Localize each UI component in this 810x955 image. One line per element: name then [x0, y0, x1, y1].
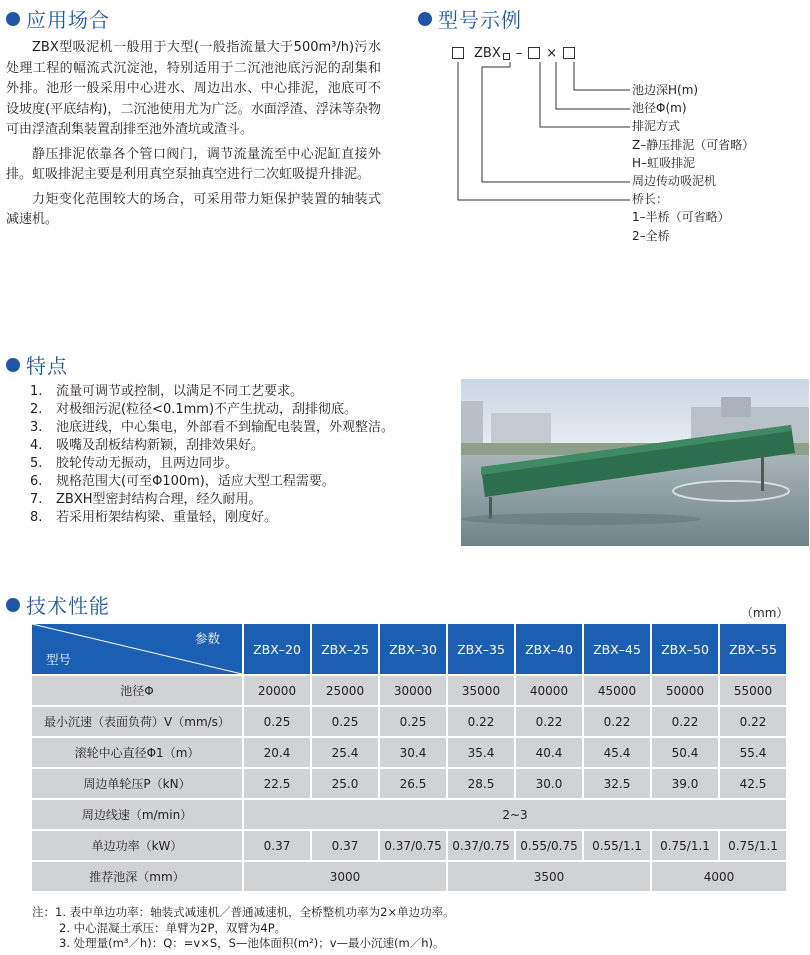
row-label: 滚轮中心直径Φ1（m）: [32, 738, 242, 767]
table-cell-merged: 4000: [652, 862, 786, 891]
table-row: [32, 769, 786, 798]
table-cell: 50000: [652, 676, 718, 705]
model-times: ×: [546, 45, 558, 61]
table-cell: 0.22: [720, 707, 786, 736]
table-cell: 0.55/1.1: [584, 831, 650, 860]
feature-item: 6. 规格范围大(可至Φ100m)，适应大型工程需要。: [30, 474, 335, 489]
table-cell-merged: 2~3: [244, 800, 786, 829]
table-cell: 25.4: [312, 738, 378, 767]
table-cell: 30.0: [516, 769, 582, 798]
legend-item: 桥长：: [632, 192, 669, 207]
legend-item: 池径Φ(m): [632, 101, 687, 116]
unit-label: （mm）: [741, 606, 789, 620]
row-label: 池径Φ: [32, 676, 242, 705]
section-heading-features: [6, 350, 68, 379]
model-header: ZBX–50: [652, 624, 718, 674]
table-notes: [32, 905, 455, 952]
application-paragraph: ZBX型吸泥机一般用于大型(一般指流量大于500m³/h)污水处理工程的幅流式沉淀池，特别适用于二沉池池底污泥的刮集和外排。池形一般采用中心进水、周边出水、中心排泥，池底可不设坡度(平底结构)，二沉池使用尤为广泛。水面浮渣、浮沫等杂物可由浮渣刮集装置刮排至池外渣坑或渣斗。: [6, 40, 381, 137]
model-header: ZBX–55: [720, 624, 786, 674]
table-cell: 25.0: [312, 769, 378, 798]
table-cell: 55.4: [720, 738, 786, 767]
table-cell: 0.37/0.75: [380, 831, 446, 860]
table-cell: 35.4: [448, 738, 514, 767]
leader-line-h: [574, 62, 630, 90]
table-row: [32, 676, 786, 705]
table-row: [32, 800, 786, 829]
model-legend: [632, 81, 807, 245]
model-header: ZBX–25: [312, 624, 378, 674]
table-cell: 45.4: [584, 738, 650, 767]
table-cell: 0.22: [516, 707, 582, 736]
table-cell: 0.37: [312, 831, 378, 860]
table-cell: 40.4: [516, 738, 582, 767]
table-cell: 0.55/0.75: [516, 831, 582, 860]
table-cell: 0.37/0.75: [448, 831, 514, 860]
table-cell: 0.22: [584, 707, 650, 736]
application-paragraph: 力矩变化范围较大的场合，可采用带力矩保护装置的轴装式减速机。: [6, 191, 381, 227]
bullet-icon: [6, 598, 20, 612]
table-row: [32, 862, 786, 891]
leader-line-method: [540, 62, 630, 127]
section-title: 技术性能: [26, 594, 110, 618]
table-header-row: [32, 624, 786, 674]
table-cell: 35000: [448, 676, 514, 705]
feature-item: 4. 吸嘴及刮板结构新颖，刮排效果好。: [30, 438, 265, 453]
table-cell: 0.25: [380, 707, 446, 736]
table-corner-cell: [32, 624, 242, 674]
table-row: [32, 831, 786, 860]
legend-item: H–虹吸排泥: [632, 155, 696, 170]
model-header: ZBX–40: [516, 624, 582, 674]
spec-table: [30, 622, 788, 893]
row-label: 单边功率（kW）: [32, 831, 242, 860]
product-photo: [461, 379, 809, 546]
model-header: ZBX–30: [380, 624, 446, 674]
note-line: 注：1. 表中单边功率：轴装式减速机／普通减速机，全桥整机功率为2×单边功率。: [32, 905, 455, 919]
feature-item: 1. 流量可调节或控制，以满足不同工艺要求。: [30, 384, 304, 399]
legend-item: 排泥方式: [632, 119, 681, 134]
table-cell: 32.5: [584, 769, 650, 798]
table-cell: 20000: [244, 676, 310, 705]
table-cell-merged: 3500: [448, 862, 650, 891]
section-heading-spec: [6, 590, 110, 619]
legend-item: 2–全桥: [632, 228, 670, 243]
table-cell: 20.4: [244, 738, 310, 767]
table-cell: 0.75/1.1: [652, 831, 718, 860]
table-cell: 30.4: [380, 738, 446, 767]
model-header: ZBX–35: [448, 624, 514, 674]
note-line: 3. 处理量(m³／h)：Q：=v×S，S—池体面积(m²)；v—最小沉速(m／h)。: [59, 936, 445, 950]
leader-line-diameter: [556, 62, 630, 109]
section-title: 应用场合: [26, 8, 110, 32]
legend-item: 池边深H(m): [632, 83, 699, 97]
model-code-text: ZBX: [474, 45, 501, 61]
feature-item: 5. 胶轮传动无振动，且两边同步。: [30, 456, 239, 471]
table-cell: 0.25: [244, 707, 310, 736]
legend-item: 1–半桥（可省略）: [632, 210, 730, 225]
table-cell-merged: 3000: [244, 862, 446, 891]
corner-model-label: 型号: [46, 652, 72, 667]
table-row: [32, 707, 786, 736]
table-cell: 40000: [516, 676, 582, 705]
corner-param-label: 参数: [194, 631, 220, 646]
features-list: [30, 383, 394, 527]
application-paragraph: 静压排泥依靠各个管口阀门，调节流量流至中心泥缸直接外排。虹吸排泥主要是利用真空泵抽真空进行二次虹吸提升排泥。: [6, 146, 381, 182]
model-dash: –: [515, 45, 523, 61]
bullet-icon: [6, 358, 20, 372]
table-cell: 39.0: [652, 769, 718, 798]
feature-item: 2. 对极细污泥(粒径<0.1mm)不产生扰动，刮排彻底。: [30, 402, 358, 417]
table-cell: 0.75/1.1: [720, 831, 786, 860]
feature-item: 7. ZBXH型密封结构合理，经久耐用。: [30, 492, 262, 507]
section-title: 特点: [26, 354, 68, 378]
legend-item: 周边传动吸泥机: [632, 174, 717, 189]
row-label: 推荐池深（mm）: [32, 862, 242, 891]
note-line: 2. 中心混凝土承压：单臂为2P，双臂为4P。: [59, 920, 287, 935]
table-cell: 0.22: [448, 707, 514, 736]
table-cell: 30000: [380, 676, 446, 705]
legend-item: Z–静压排泥（可省略）: [632, 137, 755, 152]
row-label: 最小沉速（表面负荷）V（mm/s）: [32, 707, 242, 736]
table-cell: 0.25: [312, 707, 378, 736]
table-cell: 0.37: [244, 831, 310, 860]
model-header: ZBX–20: [244, 624, 310, 674]
table-cell: 55000: [720, 676, 786, 705]
feature-item: 8. 若采用桁架结构梁、重量轻，刚度好。: [30, 510, 278, 525]
section-title: 型号示例: [438, 8, 522, 32]
table-cell: 45000: [584, 676, 650, 705]
leader-line-bridge: [458, 62, 630, 200]
table-cell: 26.5: [380, 769, 446, 798]
table-cell: 28.5: [448, 769, 514, 798]
table-cell: 22.5: [244, 769, 310, 798]
row-label: 周边线速（m/min）: [32, 800, 242, 829]
table-cell: 25000: [312, 676, 378, 705]
table-cell: 50.4: [652, 738, 718, 767]
table-cell: 42.5: [720, 769, 786, 798]
model-header: ZBX–45: [584, 624, 650, 674]
table-cell: 0.22: [652, 707, 718, 736]
row-label: 周边单轮压P（kN）: [32, 769, 242, 798]
feature-item: 3. 池底进线，中心集电，外部看不到输配电装置，外观整洁。: [30, 420, 395, 435]
table-row: [32, 738, 786, 767]
